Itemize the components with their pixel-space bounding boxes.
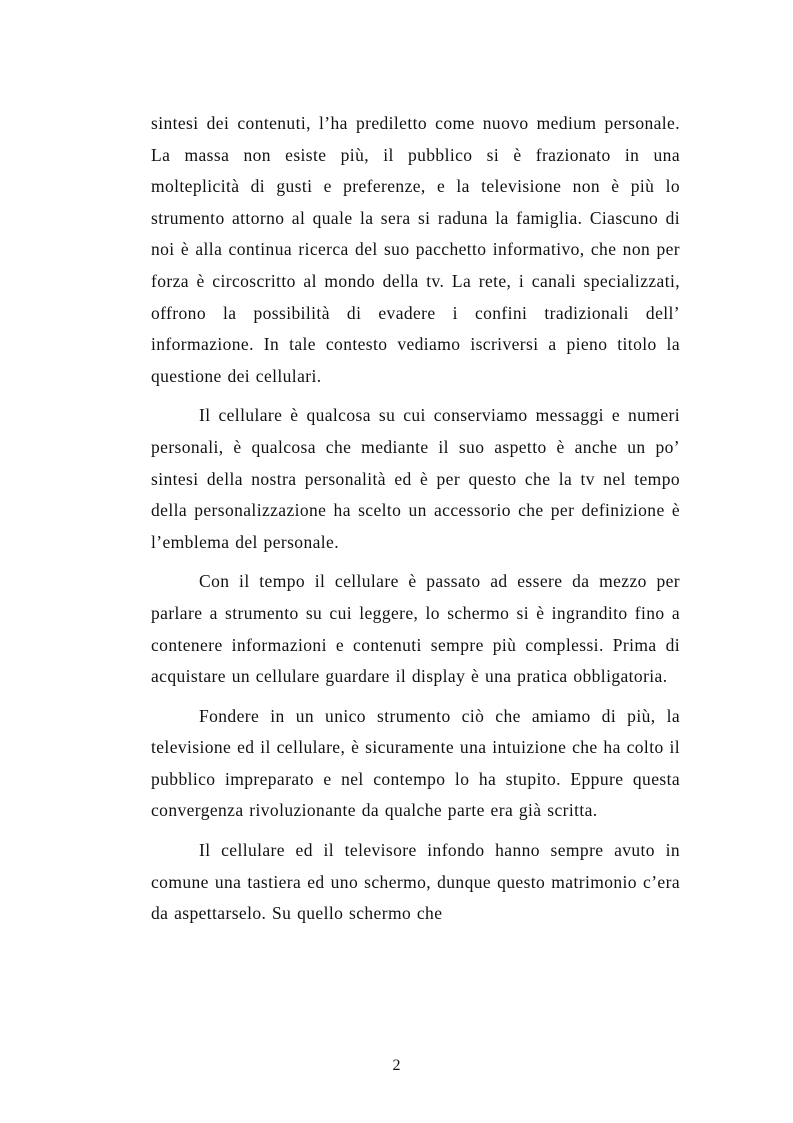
page-number: 2 — [392, 1057, 401, 1074]
paragraph-1: sintesi dei contenuti, l’ha prediletto come nuovo medium personale. La massa non esiste più, il pubblico si è frazionato in una molteplicità di gusti e preferenze, e la televisione non è più lo strumento attorno al quale la sera si raduna la famiglia. Ciascuno di noi è alla continua ricerca del suo pacchetto informativo, che non per forza è circoscritto al mondo della tv. La rete, i canali specializzati, offrono la possibilità di evadere i confini tradizionali dell’ informazione. In tale contesto vediamo iscriversi a pieno titolo la questione dei cellulari. — [151, 113, 680, 386]
paragraph-5: Il cellulare ed il televisore infondo hanno sempre avuto in comune una tastiera ed uno schermo, dunque questo matrimonio c’era da aspettarselo. Su quello schermo che — [151, 840, 680, 924]
paragraph-4: Fondere in un unico strumento ciò che amiamo di più, la televisione ed il cellulare, è sicuramente una intuizione che ha colto il pubblico impreparato e nel contempo lo ha stupito. Eppure questa convergenza rivoluzionante da qualche parte era già scritta. — [151, 705, 680, 821]
paragraph-3: Con il tempo il cellulare è passato ad essere da mezzo per parlare a strumento su cui leggere, lo schermo si è ingrandito fino a contenere informazioni e contenuti sempre più complessi. Prima di acquistare un cellulare guardare il display è una pratica obbligatoria. — [151, 571, 680, 687]
paragraph-2: Il cellulare è qualcosa su cui conserviamo messaggi e numeri personali, è qualcosa che mediante il suo aspetto è anche un po’ sintesi della nostra personalità ed è per questo che la tv nel tempo della personalizzazione ha scelto un accessorio che per definizione è l’emblema del personale. — [151, 405, 680, 552]
body-text — [151, 108, 680, 938]
